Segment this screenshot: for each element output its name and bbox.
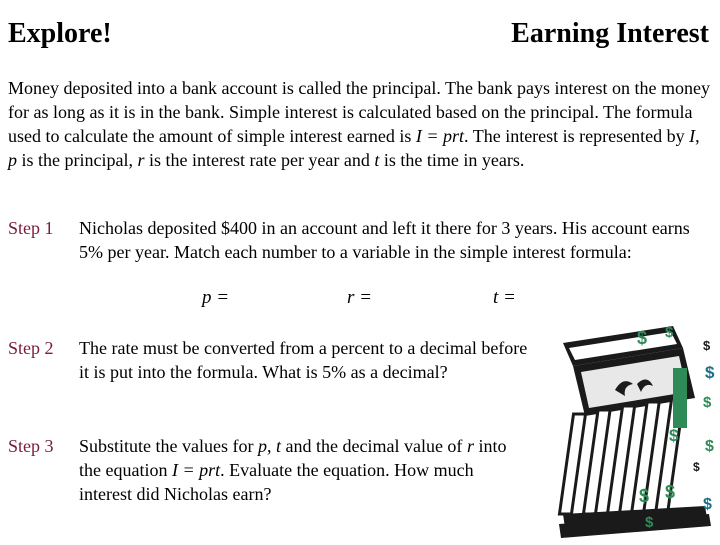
bank-money-icon <box>555 318 720 540</box>
step1-t-blank: t = <box>493 287 516 308</box>
step3-text: Substitute the values for p, t and the decimal value of r into the equation I = prt. Evaluate the equation. How much interest did Nicholas earn? <box>79 436 507 504</box>
dollar-sign-3: $ <box>703 338 711 353</box>
page-title-right: Earning Interest <box>511 18 709 49</box>
step1-p-blank: p = <box>202 287 230 308</box>
step2-text: The rate must be converted from a percent to a decimal before it is put into the formula. What is 5% as a decimal? <box>79 338 528 382</box>
dollar-sign-4: $ <box>705 363 715 382</box>
dollar-sign-9: $ <box>639 486 650 506</box>
dollar-sign-10: $ <box>665 482 676 502</box>
step3-label: Step 3 <box>8 436 54 456</box>
step2-label: Step 2 <box>8 338 54 358</box>
dollar-sign-8: $ <box>693 460 700 474</box>
dollar-sign-12: $ <box>645 514 654 531</box>
dollar-sign-7: $ <box>705 438 714 455</box>
page-title-left: Explore! <box>8 18 112 49</box>
step1-text: Nicholas deposited $400 in an account and left it there for 3 years. His account earns 5% per year. Match each number to a variable in the simple interest formula: <box>79 218 690 262</box>
intro-paragraph: Money deposited into a bank account is called the principal. The bank pays interest on the money for as long as it is in the bank. Simple interest is calculated based on the principal. The formula used to calculate the amount of simple interest earned is I = prt. The interest is represented by I, p is the principal, r is the interest rate per year and t is the time in years. <box>8 78 710 170</box>
step1-r-blank: r = <box>347 287 372 308</box>
dollar-sign-2: $ <box>665 324 674 341</box>
dollar-sign-1: $ <box>637 328 648 348</box>
dollar-sign-11: $ <box>703 496 712 513</box>
dollar-sign-6: $ <box>669 426 679 445</box>
step1-label: Step 1 <box>8 218 54 238</box>
dollar-sign-5: $ <box>703 394 712 411</box>
